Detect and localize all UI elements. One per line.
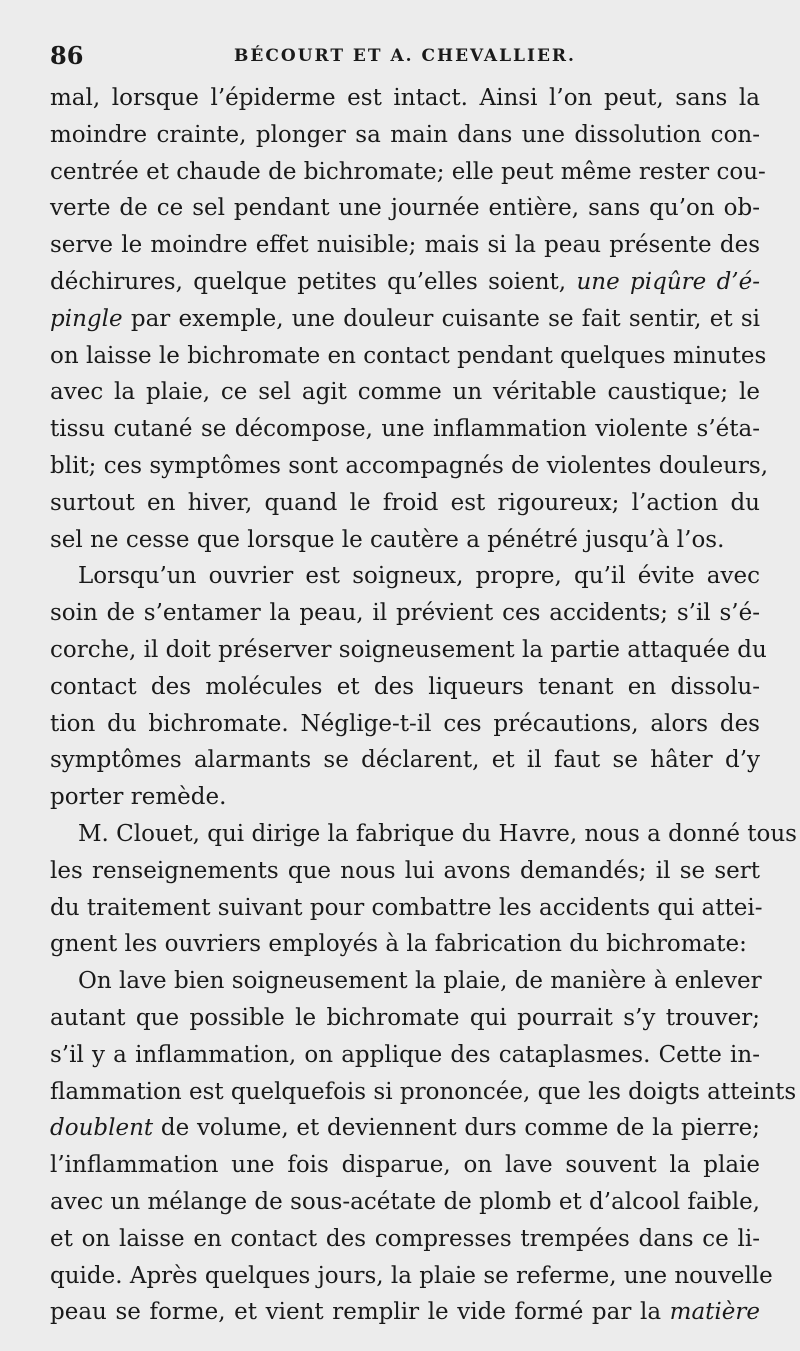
text-line	[50, 227, 760, 264]
page-number: 86	[50, 41, 84, 70]
text-segment: gnent les ouvriers employés à la fabrication du bichromate:	[50, 931, 747, 958]
text-segment: verte de ce sel pendant une journée entière, sans qu’on ob-	[50, 195, 760, 222]
text-segment: du traitement suivant pour combattre les accidents qui attei-	[50, 894, 763, 921]
text-line	[50, 1074, 797, 1111]
text-segment: On lave bien soigneusement la plaie, de manière à enlever	[78, 968, 762, 995]
text-segment: autant que possible le bichromate qui pourrait s’y trouver;	[50, 1004, 760, 1031]
text-line	[50, 669, 760, 706]
text-line	[50, 926, 760, 963]
text-line	[50, 816, 797, 853]
text-line	[50, 374, 760, 411]
text-line	[50, 154, 766, 191]
text-segment: blit; ces symptômes sont accompagnés de violentes douleurs,	[50, 452, 769, 479]
text-segment: peau se forme, et vient remplir le vide formé par la	[50, 1299, 670, 1326]
page-header	[50, 40, 760, 72]
text-line	[50, 595, 760, 632]
text-line	[50, 301, 760, 338]
text-line	[50, 1147, 760, 1184]
text-line	[50, 522, 760, 559]
text-segment: déchirures, quelque petites qu’elles soient,	[50, 268, 577, 295]
italic-text-segment: une piqûre d’é-	[576, 268, 760, 295]
running-head: BÉCOURT ET A. CHEVALLIER.	[234, 46, 576, 66]
text-line	[50, 338, 767, 375]
text-line	[50, 264, 760, 301]
text-segment: moindre crainte, plonger sa main dans une dissolution con-	[50, 121, 760, 148]
text-line	[50, 853, 760, 890]
text-segment: quide. Après quelques jours, la plaie se referme, une nouvelle	[50, 1262, 773, 1289]
text-segment: corche, il doit préserver soigneusement la partie attaquée du	[50, 636, 767, 663]
text-line	[50, 80, 760, 117]
text-segment: flammation est quelquefois si prononcée, que les doigts atteints	[50, 1078, 797, 1105]
text-line	[50, 485, 760, 522]
text-line	[50, 1221, 760, 1258]
text-segment: les renseignements que nous lui avons demandés; il se sert	[50, 857, 760, 884]
text-segment: avec un mélange de sous-acétate de plomb et d’alcool faible,	[50, 1188, 760, 1215]
text-line	[50, 779, 760, 816]
text-segment: M. Clouet, qui dirige la fabrique du Havre, nous a donné tous	[78, 820, 797, 847]
body-text	[50, 80, 797, 1331]
text-segment: surtout en hiver, quand le froid est rigoureux; l’action du	[50, 489, 760, 516]
text-segment: mal, lorsque l’épiderme est intact. Ainsi l’on peut, sans la	[50, 85, 760, 111]
text-segment: s’il y a inflammation, on applique des cataplasmes. Cette in-	[50, 1041, 760, 1068]
text-line	[50, 706, 760, 743]
text-segment: par exemple, une douleur cuisante se fait sentir, et si	[122, 305, 760, 332]
italic-text-segment: matière	[669, 1299, 760, 1326]
text-segment: sel ne cesse que lorsque le cautère a pénétré jusqu’à l’os.	[50, 526, 725, 553]
italic-text-segment: pingle	[50, 305, 123, 332]
text-line	[50, 1294, 760, 1331]
text-line	[50, 448, 769, 485]
text-segment: avec la plaie, ce sel agit comme un véritable caustique; le	[50, 379, 760, 406]
text-segment: on laisse le bichromate en contact pendant quelques minutes	[50, 342, 767, 369]
text-line	[50, 190, 760, 227]
text-line	[50, 632, 767, 669]
text-line	[50, 890, 763, 927]
text-segment: tion du bichromate. Néglige-t-il ces précautions, alors des	[50, 710, 760, 737]
text-line	[50, 117, 760, 154]
text-segment: porter remède.	[50, 784, 227, 811]
text-line	[50, 963, 760, 1000]
text-line	[50, 1184, 760, 1221]
text-segment: et on laisse en contact des compresses trempées dans ce li-	[50, 1225, 760, 1252]
text-segment: symptômes alarmants se déclarent, et il faut se hâter d’y	[50, 747, 760, 774]
text-line	[50, 411, 760, 448]
text-segment: l’inflammation une fois disparue, on lave souvent la plaie	[50, 1152, 760, 1179]
text-segment: contact des molécules et des liqueurs tenant en dissolu-	[50, 673, 760, 700]
italic-text-segment: doublent	[50, 1115, 154, 1142]
text-segment: tissu cutané se décompose, une inflammation violente s’éta-	[50, 416, 760, 443]
text-segment: de volume, et deviennent durs comme de la pierre;	[153, 1115, 760, 1142]
text-segment: Lorsqu’un ouvrier est soigneux, propre, qu’il évite avec	[78, 563, 760, 590]
text-line	[50, 1110, 760, 1147]
text-line	[50, 1000, 760, 1037]
text-line	[50, 742, 760, 779]
text-segment: centrée et chaude de bichromate; elle peut même rester cou-	[50, 158, 766, 185]
text-segment: soin de s’entamer la peau, il prévient ces accidents; s’il s’é-	[50, 600, 760, 627]
text-line	[50, 558, 760, 595]
text-line	[50, 1037, 760, 1074]
text-line	[50, 1258, 773, 1295]
text-segment: serve le moindre effet nuisible; mais si la peau présente des	[50, 232, 760, 259]
